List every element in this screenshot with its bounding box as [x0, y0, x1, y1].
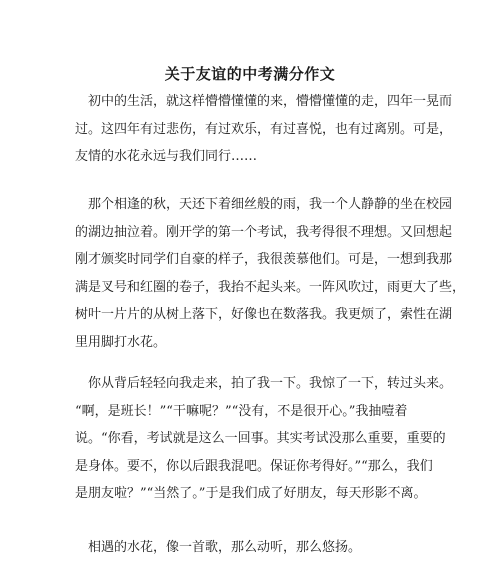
- paragraph-line: 初中的生活，就这样懵懵懂懂的来，懵懵懂懂的走，四年一晃而: [75, 94, 453, 109]
- paragraph-line: 的湖边抽泣着。刚开学的第一个考试，我考得很不理想。又回想起: [75, 224, 453, 240]
- paragraph-line: 说。“你看，考试就是这么一回事。其实考试没那么重要，重要的: [75, 431, 446, 446]
- paragraph-line: 树叶一片片的从树上落下，好像也在数落我。我更烦了，索性在湖: [75, 307, 453, 322]
- paragraph-4: [75, 534, 420, 562]
- paragraph-line: “啊，是班长！”“干嘛呢？”“没有，不是很开心。”我抽噎着: [75, 403, 408, 419]
- paragraph-1: [75, 88, 453, 171]
- paragraph-line: 刚才颁奖时同学们自豪的样子，我很羡慕他们。可是，一想到我那: [75, 252, 453, 267]
- paragraph-line: 相遇的水花，像一首歌，那么动听，那么悠扬。: [75, 540, 362, 555]
- paragraph-line: 是身体。要不，你以后跟我混吧。保证你考得好。”“那么，我们: [75, 458, 433, 474]
- paragraph-line: 那个相逢的秋，天还下着细丝般的雨，我一个人静静的坐在校园: [75, 197, 453, 212]
- paragraph-line: 是朋友啦？”“当然了。”于是我们成了好朋友，每天形影不离。: [75, 486, 427, 501]
- document-title: 关于友谊的中考满分作文: [164, 65, 336, 83]
- paragraph-line: 里用脚打水花。: [75, 334, 167, 350]
- paragraph-2: [75, 191, 466, 356]
- paragraph-line: 满是叉号和红圈的卷子，我抬不起头来。一阵风吹过，雨更大了些，: [75, 279, 466, 295]
- paragraph-3: [75, 370, 453, 508]
- paragraph-line: 过。这四年有过悲伤，有过欢乐，有过喜悦，也有过离别。可是，: [75, 121, 453, 137]
- paragraph-line: 你从背后轻轻向我走来，拍了我一下。我惊了一下，转过头来。: [75, 376, 453, 391]
- paragraph-line: 友情的水花永远与我们同行……: [75, 149, 258, 164]
